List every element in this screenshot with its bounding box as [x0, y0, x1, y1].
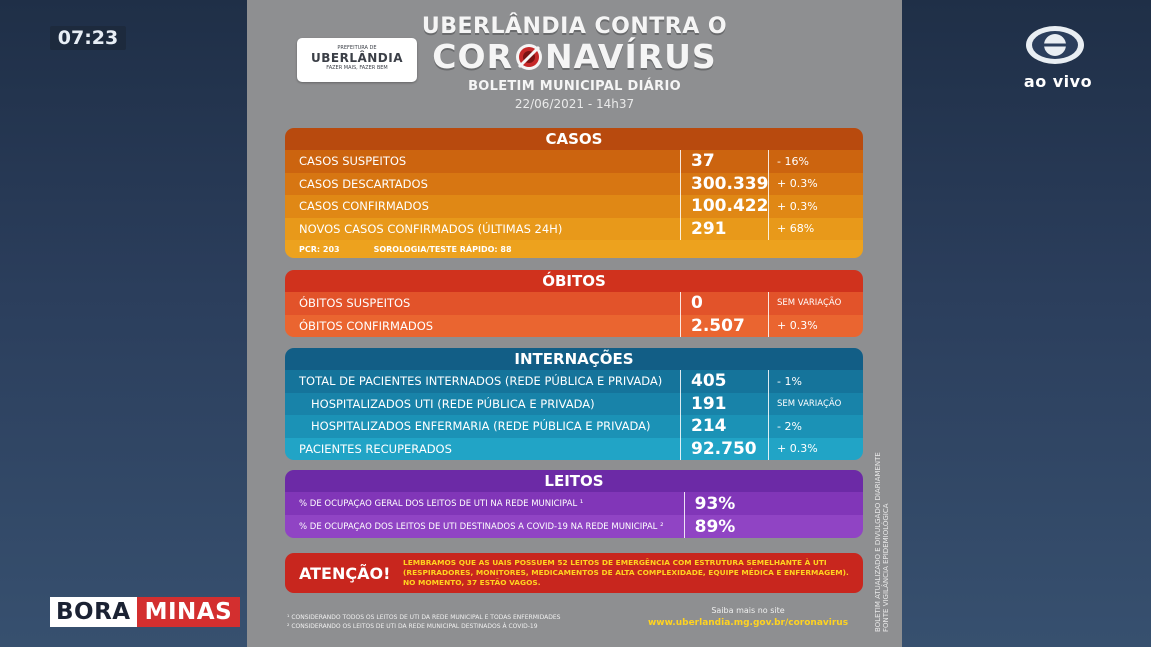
side-caption-source: FONTE VIGILÂNCIA EPIDEMIOLÓGICA — [882, 503, 890, 632]
more-info — [635, 606, 861, 628]
covid-bulletin-poster — [247, 0, 902, 647]
stat-change: - 16% — [768, 150, 863, 173]
pcr-count: PCR: 203 — [299, 244, 340, 254]
title-line1: UBERLÂNDIA CONTRA O — [421, 14, 728, 39]
stat-row — [285, 515, 863, 538]
channel-logo — [1018, 24, 1098, 94]
title-line2-part-a: COR — [432, 37, 513, 76]
stat-row — [285, 315, 863, 338]
internacoes-section — [285, 348, 863, 460]
stat-row — [285, 195, 863, 218]
logo-line3: FAZER MAIS, FAZER BEM — [326, 65, 388, 71]
stat-row — [285, 173, 863, 196]
stat-row — [285, 370, 863, 393]
stat-value: 92.750 — [680, 438, 768, 461]
stat-label: % DE OCUPAÇÃO GERAL DOS LEITOS DE UTI NA REDE MUNICIPAL ¹ — [299, 498, 584, 509]
stat-row — [285, 438, 863, 461]
stat-label: NOVOS CASOS CONFIRMADOS (ÚLTIMAS 24H) — [299, 221, 563, 236]
side-caption-main: BOLETIM ATUALIZADO E DIVULGADO DIARIAMENTE — [874, 452, 882, 632]
broadcast-clock: 07:23 — [50, 26, 126, 50]
more-info-label: Saiba mais no site — [711, 606, 785, 615]
attention-message: LEMBRAMOS QUE AS UAIS POSSUEM 52 LEITOS DE EMERGÊNCIA COM ESTRUTURA SEMELHANTE À UTI (RESPIRADORES, MONITORES, MEDICAMENTOS DE ALTA COMPLEXIDADE, EQUIPE MÉDICA E ENFERMAGEM). NO MOMENTO, 37 ESTÃO VAGOS. — [403, 558, 849, 587]
stat-change: - 1% — [768, 370, 863, 393]
stat-change: SEM VARIAÇÃO — [768, 292, 863, 315]
stat-row — [285, 393, 863, 416]
show-logo-part1: BORA — [50, 597, 137, 627]
channel-eye-icon — [1024, 24, 1086, 66]
stat-label: ÓBITOS CONFIRMADOS — [299, 318, 434, 333]
stat-change: - 2% — [768, 415, 863, 438]
stat-change: + 0.3% — [768, 195, 863, 218]
stat-label: HOSPITALIZADOS UTI (REDE PÚBLICA E PRIVADA) — [311, 396, 595, 411]
stat-value: 214 — [680, 415, 768, 438]
stat-value: 93% — [684, 492, 863, 515]
internacoes-title: INTERNAÇÕES — [285, 348, 863, 370]
virus-icon — [514, 42, 544, 72]
leitos-section — [285, 470, 863, 538]
stat-label: ÓBITOS SUSPEITOS — [299, 296, 411, 311]
stat-label: % DE OCUPAÇÃO DOS LEITOS DE UTI DESTINADOS À COVID-19 NA REDE MUNICIPAL ² — [299, 521, 664, 532]
obitos-section — [285, 270, 863, 337]
stat-row — [285, 492, 863, 515]
stat-label: TOTAL DE PACIENTES INTERNADOS (REDE PÚBLICA E PRIVADA) — [299, 374, 663, 389]
stat-value: 37 — [680, 150, 768, 173]
stat-row — [285, 218, 863, 241]
obitos-title: ÓBITOS — [285, 270, 863, 292]
show-logo-part2: MINAS — [137, 597, 241, 627]
stat-row — [285, 292, 863, 315]
live-label: ao vivo — [1023, 72, 1093, 91]
test-breakdown — [285, 240, 863, 258]
stat-label: CASOS CONFIRMADOS — [299, 199, 429, 214]
stat-row — [285, 415, 863, 438]
stat-value: 405 — [680, 370, 768, 393]
bulletin-date: 22/06/2021 - 14h37 — [514, 97, 635, 111]
title-line2-part-b: NAVÍRUS — [544, 37, 717, 76]
logo-line1: PREFEITURA DE — [337, 45, 377, 51]
stat-change: SEM VARIAÇÃO — [768, 393, 863, 416]
casos-title: CASOS — [285, 128, 863, 150]
leitos-title: LEITOS — [285, 470, 863, 492]
attention-banner — [285, 553, 863, 593]
stat-value: 300.339 — [680, 173, 768, 196]
bulletin-subtitle: BOLETIM MUNICIPAL DIÁRIO — [468, 79, 681, 94]
stat-label: HOSPITALIZADOS ENFERMARIA (REDE PÚBLICA E PRIVADA) — [311, 419, 651, 434]
footnote-1: ¹ CONSIDERANDO TODOS OS LEITOS DE UTI DA REDE MUNICIPAL E TODAS ENFERMIDADES — [287, 614, 561, 621]
stat-label: CASOS DESCARTADOS — [299, 176, 428, 191]
more-info-url: www.uberlandia.mg.gov.br/coronavirus — [647, 618, 849, 628]
stat-value: 291 — [680, 218, 768, 241]
sorologia-count: SOROLOGIA/TESTE RÁPIDO: 88 — [373, 244, 512, 254]
stat-change: + 68% — [768, 218, 863, 241]
stat-label: PACIENTES RECUPERADOS — [299, 441, 452, 456]
footnotes — [287, 613, 667, 631]
stat-row — [285, 150, 863, 173]
footnote-2: ² CONSIDERANDO OS LEITOS DE UTI DA REDE MUNICIPAL DESTINADOS À COVID-19 — [287, 623, 538, 630]
stat-value: 0 — [680, 292, 768, 315]
show-logo — [50, 597, 265, 627]
stat-change: + 0.3% — [768, 438, 863, 461]
title-line2 — [397, 39, 752, 75]
casos-section — [285, 128, 863, 258]
side-caption — [874, 402, 890, 632]
stat-value: 2.507 — [680, 315, 768, 338]
stat-change: + 0.3% — [768, 315, 863, 338]
stat-value: 100.422 — [680, 195, 768, 218]
stat-label: CASOS SUSPEITOS — [299, 154, 407, 169]
bulletin-header — [397, 14, 752, 111]
stat-change: + 0.3% — [768, 173, 863, 196]
attention-tag: ATENÇÃO! — [299, 563, 391, 583]
logo-line2: UBERLÂNDIA — [310, 51, 404, 65]
stat-value: 89% — [684, 515, 863, 538]
stat-value: 191 — [680, 393, 768, 416]
